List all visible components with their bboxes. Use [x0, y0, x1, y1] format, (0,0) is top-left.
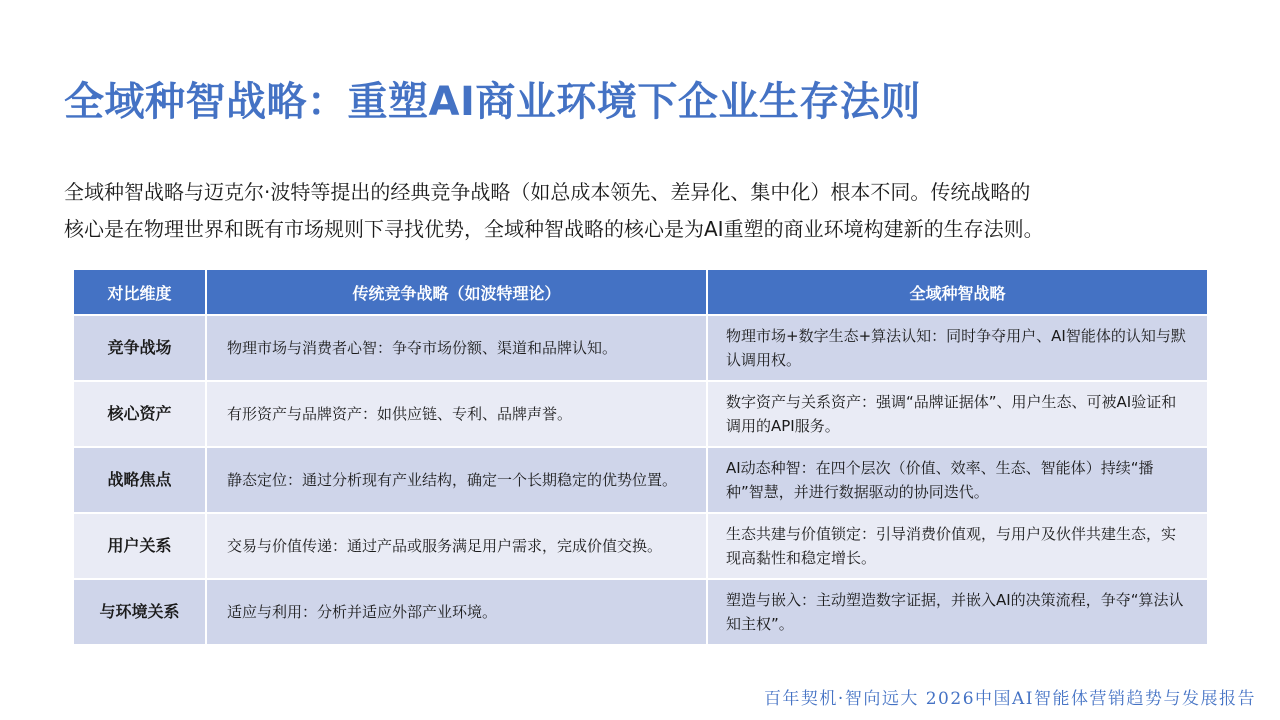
- row-dimension: 用户关系: [74, 513, 206, 579]
- row-dimension: 核心资产: [74, 381, 206, 447]
- row-smart: 数字资产与关系资产：强调“品牌证据体”、用户生态、可被AI验证和调用的API服务。: [707, 381, 1207, 447]
- table-row: [74, 315, 1207, 381]
- row-dimension: 战略焦点: [74, 447, 206, 513]
- row-smart: AI动态种智：在四个层次（价值、效率、生态、智能体）持续“播种”智慧，并进行数据驱动的协同迭代。: [707, 447, 1207, 513]
- table-header-row: [74, 270, 1207, 315]
- row-smart: 塑造与嵌入：主动塑造数字证据，并嵌入AI的决策流程，争夺“算法认知主权”。: [707, 579, 1207, 645]
- footer-report-title: 百年契机·智向远大 2026中国AI智能体营销趋势与发展报告: [763, 689, 1256, 709]
- comparison-table: [74, 270, 1207, 646]
- header-dimension: 对比维度: [74, 270, 206, 315]
- table-row: [74, 381, 1207, 447]
- row-smart: 物理市场+数字生态+算法认知：同时争夺用户、AI智能体的认知与默认调用权。: [707, 315, 1207, 381]
- table-row: [74, 579, 1207, 645]
- page-title: 全域种智战略：重塑AI商业环境下企业生存法则: [64, 79, 921, 125]
- row-traditional: 有形资产与品牌资产：如供应链、专利、品牌声誉。: [206, 381, 707, 447]
- row-traditional: 物理市场与消费者心智：争夺市场份额、渠道和品牌认知。: [206, 315, 707, 381]
- row-traditional: 静态定位：通过分析现有产业结构，确定一个长期稳定的优势位置。: [206, 447, 707, 513]
- row-dimension: 与环境关系: [74, 579, 206, 645]
- intro-line-2: 核心是在物理世界和既有市场规则下寻找优势，全域种智战略的核心是为AI重塑的商业环境构建新的生存法则。: [64, 217, 1044, 241]
- header-smart: 全域种智战略: [707, 270, 1207, 315]
- header-traditional: 传统竞争战略（如波特理论）: [206, 270, 707, 315]
- intro-paragraph: [64, 174, 1224, 248]
- row-dimension: 竞争战场: [74, 315, 206, 381]
- table-row: [74, 513, 1207, 579]
- row-smart: 生态共建与价值锁定：引导消费价值观，与用户及伙伴共建生态，实现高黏性和稳定增长。: [707, 513, 1207, 579]
- row-traditional: 适应与利用：分析并适应外部产业环境。: [206, 579, 707, 645]
- table-row: [74, 447, 1207, 513]
- row-traditional: 交易与价值传递：通过产品或服务满足用户需求，完成价值交换。: [206, 513, 707, 579]
- intro-line-1: 全域种智战略与迈克尔·波特等提出的经典竞争战略（如总成本领先、差异化、集中化）根本不同。传统战略的: [64, 180, 1031, 204]
